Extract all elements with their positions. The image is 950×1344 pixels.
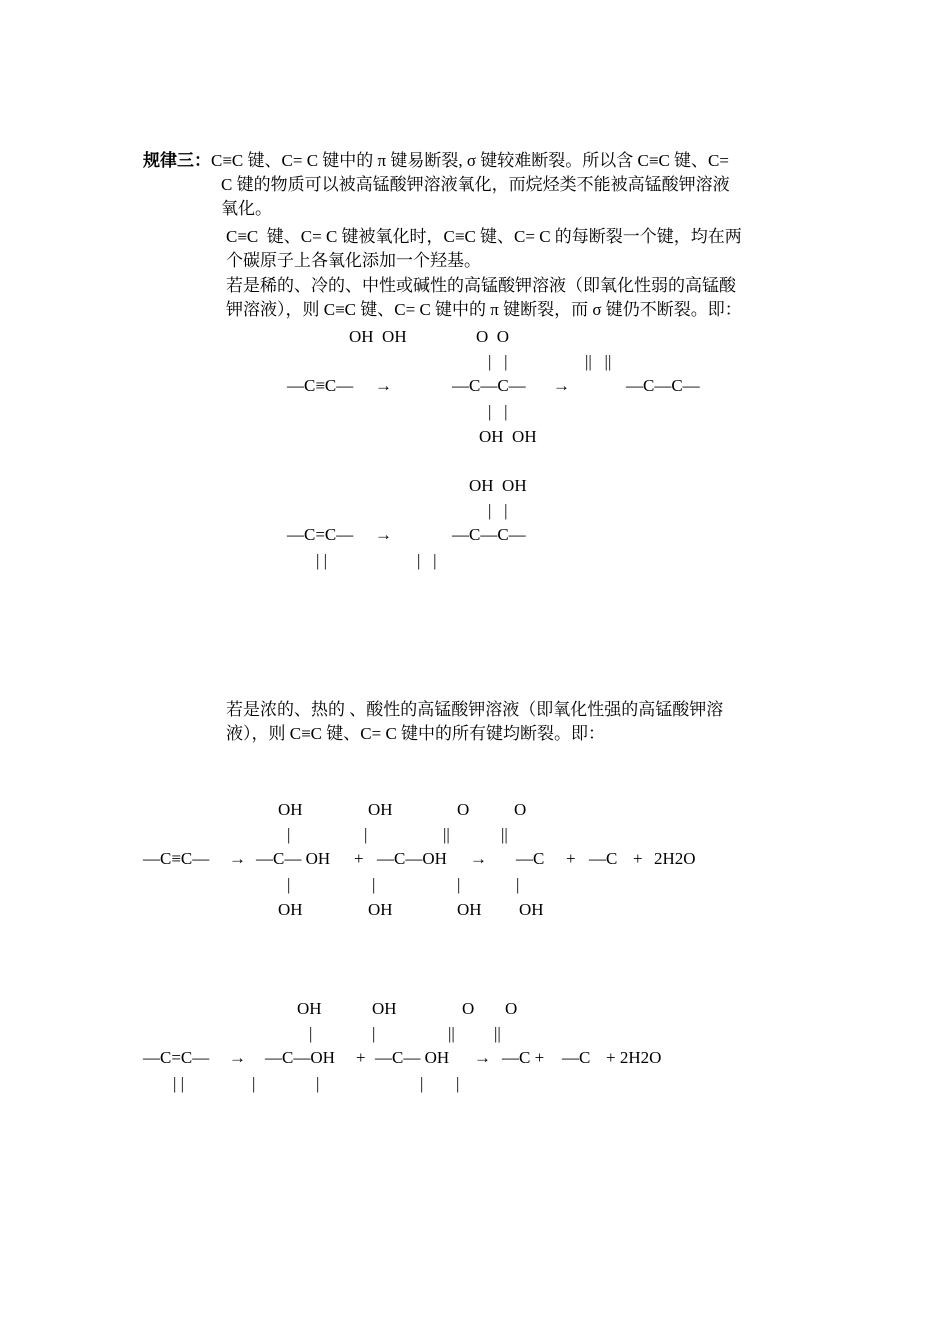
eq4-part-4: —C	[562, 1048, 591, 1067]
eq4-top-o-1: O	[462, 999, 475, 1018]
eq4-low-bar-2: |	[316, 1074, 320, 1093]
rule-p2-line2: 个碳原子上各氧化添加一个羟基。	[226, 251, 481, 270]
rule-paragraph-1	[143, 149, 823, 221]
eq1-bars-mid: | |	[488, 352, 508, 371]
eq1-product: —C—C—	[626, 376, 700, 395]
eq4-plus-1: +	[356, 1048, 366, 1067]
eq4-top-o-2: O	[505, 999, 518, 1018]
eq3-low-bar-1: |	[287, 875, 291, 894]
eq3-bar-2: |	[364, 825, 368, 844]
rule-p3-line2: 钾溶液），则 C≡C 键、C= C 键中的 π 键断裂，而 σ 键仍不断裂。即：	[226, 300, 742, 319]
eq4-arrow-1: →	[229, 1048, 246, 1067]
eq1-o-top: O O	[476, 327, 510, 346]
rule-p1-line3: 氧化。	[221, 199, 272, 218]
eq1-oh-top: OH OH	[349, 327, 407, 346]
eq4-double-bar-2: ||	[494, 1024, 501, 1043]
eq4-arrow-2: →	[474, 1048, 491, 1067]
eq2-product: —C—C—	[452, 525, 526, 544]
eq3-bar-1: |	[287, 825, 291, 844]
eq1-arrow-2: →	[553, 376, 570, 395]
eq3-part-2: —C—OH	[377, 849, 447, 868]
rule-p4-line2: 液），则 C≡C 键、C= C 键中的所有键均断裂。即：	[226, 724, 606, 743]
eq3-part-4: —C	[589, 849, 618, 868]
rule-p4-line1: 若是浓的、热的 、酸性的高锰酸钾溶液（即氧化性强的高锰酸钾溶	[226, 700, 724, 719]
eq1-reactant: —C≡C—	[287, 376, 354, 395]
eq3-top-oh-1: OH	[278, 800, 303, 819]
rule-p2-line1: C≡C 键、C= C 键被氧化时，C≡C 键、C= C 的每断裂一个键，均在两	[226, 227, 742, 246]
eq3-arrow-1: →	[229, 849, 246, 868]
eq1-arrow-1: →	[375, 376, 392, 395]
eq3-double-bar-2: ||	[501, 825, 508, 844]
rule-paragraph-3	[226, 274, 826, 322]
rule-p1-line1: C≡C 键、C= C 键中的 π 键易断裂, σ 键较难断裂。所以含 C≡C 键、C=	[211, 151, 729, 170]
eq4-tail: + 2H2O	[606, 1048, 662, 1067]
eq3-bot-oh-1: OH	[278, 900, 303, 919]
rule-paragraph-2	[226, 225, 826, 273]
eq3-reactant: —C≡C—	[143, 849, 210, 868]
eq3-double-bar-1: ||	[443, 825, 450, 844]
eq1-double-bars: || ||	[585, 352, 612, 371]
eq2-bars-top: | |	[488, 501, 508, 520]
eq3-water: 2H2O	[654, 849, 696, 868]
eq3-part-3: —C	[516, 849, 545, 868]
eq1-oh-bottom: OH OH	[479, 427, 537, 446]
eq2-reactant: —C=C—	[287, 525, 354, 544]
eq3-low-bar-2: |	[372, 875, 376, 894]
eq3-plus-3: +	[633, 849, 643, 868]
eq3-bot-oh-4: OH	[519, 900, 544, 919]
eq4-low-bar-4: |	[456, 1074, 460, 1093]
eq4-top-oh-2: OH	[372, 999, 397, 1018]
eq1-bars-low: | |	[488, 402, 508, 421]
eq3-arrow-2: →	[470, 849, 487, 868]
eq4-double-bar-1: ||	[448, 1024, 455, 1043]
eq3-part-1: —C— OH	[256, 849, 331, 868]
eq2-oh-top: OH OH	[469, 476, 527, 495]
eq3-plus-1: +	[354, 849, 364, 868]
eq3-bot-oh-2: OH	[368, 900, 393, 919]
eq3-top-o-1: O	[457, 800, 470, 819]
eq4-low-bar-1: |	[252, 1074, 256, 1093]
rule-p3-line1: 若是稀的、冷的、中性或碱性的高锰酸钾溶液（即氧化性弱的高锰酸	[226, 276, 736, 295]
rule-p1-line2: C 键的物质可以被高锰酸钾溶液氧化，而烷烃类不能被高锰酸钾溶液	[221, 175, 730, 194]
eq3-top-o-2: O	[514, 800, 527, 819]
eq4-top-oh-1: OH	[297, 999, 322, 1018]
rule-heading: 规律三：	[143, 151, 211, 170]
eq2-bars-product: | |	[417, 551, 437, 570]
eq4-part-1: —C—OH	[265, 1048, 335, 1067]
eq4-bar-1: |	[309, 1024, 313, 1043]
eq4-bar-2: |	[372, 1024, 376, 1043]
eq4-reactant: —C=C—	[143, 1048, 210, 1067]
eq4-low-bar-reactant: | |	[173, 1074, 185, 1093]
eq3-low-bar-4: |	[516, 875, 520, 894]
eq4-part-3: —C +	[502, 1048, 545, 1067]
eq1-intermediate: —C—C—	[452, 376, 526, 395]
rule-paragraph-4	[226, 698, 826, 746]
eq4-part-2: —C— OH	[375, 1048, 450, 1067]
eq3-plus-2: +	[566, 849, 576, 868]
eq4-low-bar-3: |	[420, 1074, 424, 1093]
eq3-low-bar-3: |	[457, 875, 461, 894]
eq2-arrow: →	[375, 525, 392, 544]
eq2-bars-reactant: | |	[316, 551, 328, 570]
eq3-bot-oh-3: OH	[457, 900, 482, 919]
eq3-top-oh-2: OH	[368, 800, 393, 819]
